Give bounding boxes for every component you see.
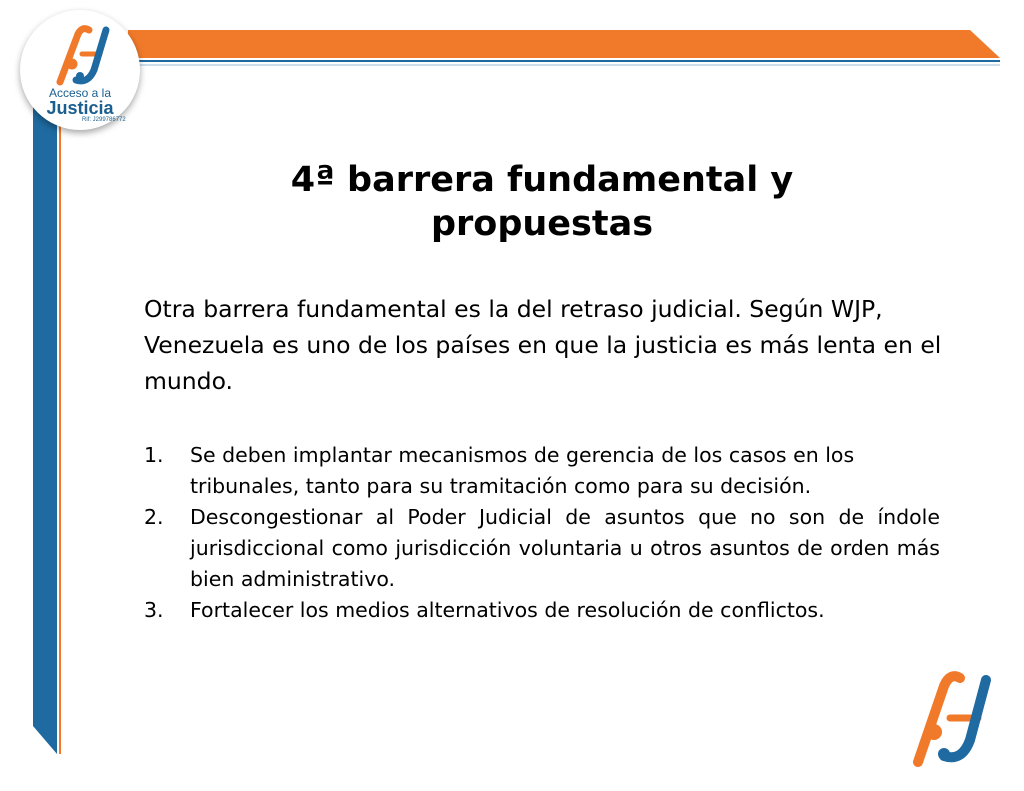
list-item-text: Se deben implantar mecanismos de gerencia de los casos en los tribunales, tanto para su tramitación como para su decisión. [190, 443, 855, 498]
list-item [144, 595, 940, 626]
aj-monogram-watermark-icon [900, 666, 1006, 768]
acceso-justicia-logo [20, 10, 140, 130]
proposals-list [144, 440, 940, 626]
list-item-number: 1. [144, 443, 164, 467]
aj-monogram-icon [42, 24, 122, 86]
top-orange-banner [128, 30, 1000, 58]
slide-title: 4ª barrera fundamental y propuestas [290, 160, 794, 244]
list-item-number: 3. [144, 598, 164, 622]
logo-text-line1: Acceso a la [48, 86, 112, 100]
list-item-number: 2. [144, 505, 164, 529]
logo-text-justicia: Justicia [46, 98, 114, 118]
left-blue-bar [33, 66, 63, 754]
list-item-text: Descongestionar al Poder Judicial de asuntos que no son de índole jurisdiccional como jurisdicción voluntaria u otros asuntos de orden más bien administrativo. [190, 505, 940, 591]
list-item [144, 440, 940, 502]
list-item-text: Fortalecer los medios alternativos de resolución de conflictos. [190, 598, 825, 622]
list-item [144, 502, 940, 595]
logo-rif: Rif: J299786772 [82, 117, 126, 123]
intro-paragraph: Otra barrera fundamental es la del retraso judicial. Según WJP, Venezuela es uno de los países en que la justicia es más lenta en el mundo. [144, 295, 942, 395]
